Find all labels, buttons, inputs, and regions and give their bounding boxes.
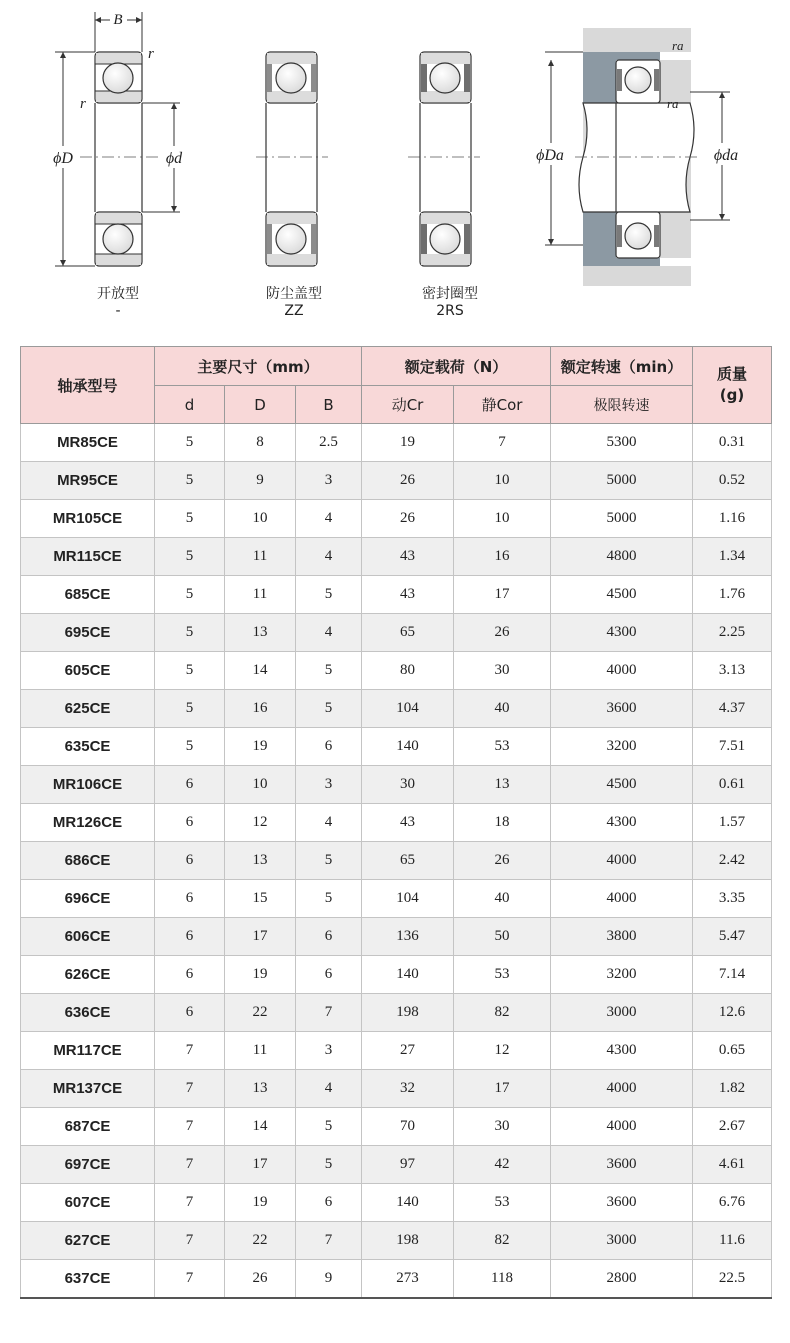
mounting-diagram [530, 28, 748, 286]
cell-mass: 0.65 [693, 1032, 772, 1070]
cell-mass: 3.35 [693, 880, 772, 918]
cell-outer-d: 13 [225, 842, 296, 880]
cell-cor: 18 [454, 804, 551, 842]
cell-cor: 42 [454, 1146, 551, 1184]
cell-cor: 30 [454, 652, 551, 690]
table-row [21, 842, 772, 880]
cell-mass: 12.6 [693, 994, 772, 1032]
cell-d: 5 [155, 576, 225, 614]
cell-model: MR106CE [21, 766, 155, 804]
table-row [21, 1184, 772, 1222]
table-row [21, 1222, 772, 1260]
caption-rs-code: 2RS [436, 303, 464, 319]
cell-outer-d: 12 [225, 804, 296, 842]
cell-limit-speed: 4300 [551, 614, 693, 652]
table-row [21, 994, 772, 1032]
cell-outer-d: 11 [225, 1032, 296, 1070]
cell-cor: 82 [454, 994, 551, 1032]
header-model: 轴承型号 [21, 347, 155, 424]
table-row [21, 1146, 772, 1184]
cell-b: 6 [296, 728, 362, 766]
bearing-spec-table [20, 346, 772, 1299]
cell-b: 4 [296, 500, 362, 538]
cell-cor: 12 [454, 1032, 551, 1070]
cell-mass: 0.31 [693, 424, 772, 462]
cell-mass: 3.13 [693, 652, 772, 690]
header-load: 额定载荷（N） [362, 347, 551, 386]
cell-model: MR95CE [21, 462, 155, 500]
table-body [21, 424, 772, 1299]
caption-zz-code: ZZ [284, 303, 304, 319]
cell-outer-d: 19 [225, 728, 296, 766]
label-outer-d: ϕD [53, 150, 73, 167]
cell-limit-speed: 4800 [551, 538, 693, 576]
table-row [21, 652, 772, 690]
cell-b: 5 [296, 652, 362, 690]
table-row [21, 1108, 772, 1146]
cell-d: 7 [155, 1222, 225, 1260]
table-row [21, 918, 772, 956]
cell-outer-d: 14 [225, 1108, 296, 1146]
table-row [21, 462, 772, 500]
cell-b: 4 [296, 1070, 362, 1108]
cell-cr: 97 [362, 1146, 454, 1184]
header-outer-d: D [225, 386, 296, 424]
cell-outer-d: 9 [225, 462, 296, 500]
cell-d: 6 [155, 842, 225, 880]
cell-limit-speed: 4500 [551, 766, 693, 804]
cell-cor: 10 [454, 462, 551, 500]
cell-d: 5 [155, 614, 225, 652]
label-b: B [113, 12, 123, 28]
caption-zz [244, 286, 344, 320]
cell-b: 2.5 [296, 424, 362, 462]
label-inner-d: ϕd [165, 150, 183, 167]
cell-d: 6 [155, 994, 225, 1032]
cell-b: 6 [296, 1184, 362, 1222]
header-cor: 静Cor [454, 386, 551, 424]
table-row [21, 576, 772, 614]
cell-limit-speed: 4000 [551, 1070, 693, 1108]
cell-mass: 11.6 [693, 1222, 772, 1260]
cell-d: 7 [155, 1070, 225, 1108]
cell-cr: 43 [362, 538, 454, 576]
cell-cr: 80 [362, 652, 454, 690]
cell-outer-d: 17 [225, 1146, 296, 1184]
cell-b: 7 [296, 1222, 362, 1260]
cell-cr: 140 [362, 728, 454, 766]
cell-mass: 2.25 [693, 614, 772, 652]
cell-d: 7 [155, 1184, 225, 1222]
table-row [21, 728, 772, 766]
cell-mass: 1.16 [693, 500, 772, 538]
cell-d: 6 [155, 804, 225, 842]
cell-limit-speed: 5300 [551, 424, 693, 462]
cell-d: 5 [155, 462, 225, 500]
table-row [21, 1070, 772, 1108]
cell-cor: 53 [454, 1184, 551, 1222]
header-d: d [155, 386, 225, 424]
cell-limit-speed: 3200 [551, 728, 693, 766]
cell-outer-d: 13 [225, 614, 296, 652]
table-row [21, 880, 772, 918]
cell-mass: 22.5 [693, 1260, 772, 1299]
cell-cor: 7 [454, 424, 551, 462]
cell-limit-speed: 3200 [551, 956, 693, 994]
cell-mass: 2.67 [693, 1108, 772, 1146]
cell-model: MR117CE [21, 1032, 155, 1070]
cell-model: 687CE [21, 1108, 155, 1146]
cell-model: 627CE [21, 1222, 155, 1260]
cell-model: 636CE [21, 994, 155, 1032]
header-b: B [296, 386, 362, 424]
cell-cr: 27 [362, 1032, 454, 1070]
cell-limit-speed: 3600 [551, 1146, 693, 1184]
cell-outer-d: 15 [225, 880, 296, 918]
cell-cr: 273 [362, 1260, 454, 1299]
cell-outer-d: 8 [225, 424, 296, 462]
cell-cr: 19 [362, 424, 454, 462]
cell-b: 5 [296, 690, 362, 728]
cell-outer-d: 19 [225, 1184, 296, 1222]
cell-model: 625CE [21, 690, 155, 728]
cell-d: 6 [155, 766, 225, 804]
cell-d: 5 [155, 690, 225, 728]
table-row [21, 804, 772, 842]
table-row [21, 614, 772, 652]
cell-mass: 0.61 [693, 766, 772, 804]
cell-d: 7 [155, 1108, 225, 1146]
cell-model: 686CE [21, 842, 155, 880]
cell-b: 5 [296, 880, 362, 918]
table-row [21, 538, 772, 576]
cell-mass: 1.82 [693, 1070, 772, 1108]
cell-outer-d: 11 [225, 538, 296, 576]
cell-limit-speed: 3600 [551, 690, 693, 728]
cell-cor: 118 [454, 1260, 551, 1299]
rs-bearing-diagram [408, 52, 480, 266]
cell-mass: 0.52 [693, 462, 772, 500]
cell-b: 5 [296, 1108, 362, 1146]
cell-limit-speed: 5000 [551, 462, 693, 500]
header-mass: 质量 (g) [693, 347, 772, 424]
cell-model: 637CE [21, 1260, 155, 1299]
cell-cor: 40 [454, 880, 551, 918]
cell-limit-speed: 4000 [551, 1108, 693, 1146]
cell-model: 697CE [21, 1146, 155, 1184]
table-row [21, 690, 772, 728]
cell-outer-d: 10 [225, 766, 296, 804]
cell-cr: 104 [362, 880, 454, 918]
cell-cr: 30 [362, 766, 454, 804]
table-row [21, 1260, 772, 1299]
cell-cor: 50 [454, 918, 551, 956]
label-ra-top: ra [672, 38, 684, 53]
cell-mass: 4.61 [693, 1146, 772, 1184]
caption-rs-name: 密封圈型 [422, 286, 478, 302]
cell-limit-speed: 4500 [551, 576, 693, 614]
cell-cr: 140 [362, 956, 454, 994]
header-dimensions: 主要尺寸（mm） [155, 347, 362, 386]
cell-d: 5 [155, 728, 225, 766]
header-cr: 动Cr [362, 386, 454, 424]
label-da-outer: ϕDa [536, 147, 564, 164]
table-row [21, 1032, 772, 1070]
cell-limit-speed: 3800 [551, 918, 693, 956]
cell-mass: 7.51 [693, 728, 772, 766]
cell-b: 3 [296, 462, 362, 500]
cell-model: 635CE [21, 728, 155, 766]
cell-model: MR105CE [21, 500, 155, 538]
cell-b: 7 [296, 994, 362, 1032]
open-bearing-diagram [47, 10, 189, 266]
table-row [21, 956, 772, 994]
cell-limit-speed: 4000 [551, 652, 693, 690]
cell-b: 5 [296, 1146, 362, 1184]
cell-limit-speed: 3000 [551, 1222, 693, 1260]
cell-b: 4 [296, 614, 362, 652]
cell-limit-speed: 3600 [551, 1184, 693, 1222]
cell-model: 696CE [21, 880, 155, 918]
cell-cr: 26 [362, 500, 454, 538]
cell-d: 5 [155, 500, 225, 538]
cell-outer-d: 22 [225, 1222, 296, 1260]
cell-b: 4 [296, 538, 362, 576]
cell-model: 607CE [21, 1184, 155, 1222]
cell-mass: 1.34 [693, 538, 772, 576]
cell-model: 685CE [21, 576, 155, 614]
cell-mass: 1.57 [693, 804, 772, 842]
cell-b: 9 [296, 1260, 362, 1299]
cell-mass: 1.76 [693, 576, 772, 614]
table-row [21, 766, 772, 804]
cell-mass: 5.47 [693, 918, 772, 956]
header-limit-speed: 极限转速 [551, 386, 693, 424]
cell-cr: 43 [362, 804, 454, 842]
cell-d: 7 [155, 1032, 225, 1070]
cell-cr: 198 [362, 994, 454, 1032]
cell-cor: 10 [454, 500, 551, 538]
cell-mass: 4.37 [693, 690, 772, 728]
cell-limit-speed: 2800 [551, 1260, 693, 1299]
cell-cr: 32 [362, 1070, 454, 1108]
cell-d: 6 [155, 918, 225, 956]
label-ra-side: ra [667, 96, 679, 111]
caption-open-code: - [115, 303, 121, 319]
label-da-inner: ϕda [713, 147, 739, 164]
cell-d: 7 [155, 1260, 225, 1299]
cell-cor: 26 [454, 614, 551, 652]
cell-d: 5 [155, 538, 225, 576]
cell-outer-d: 19 [225, 956, 296, 994]
cell-b: 3 [296, 1032, 362, 1070]
cell-model: MR137CE [21, 1070, 155, 1108]
cell-outer-d: 13 [225, 1070, 296, 1108]
cell-outer-d: 17 [225, 918, 296, 956]
cell-cor: 17 [454, 576, 551, 614]
bearing-diagrams [0, 0, 790, 330]
cell-cor: 82 [454, 1222, 551, 1260]
cell-cor: 53 [454, 956, 551, 994]
cell-cor: 16 [454, 538, 551, 576]
cell-cr: 26 [362, 462, 454, 500]
cell-d: 7 [155, 1146, 225, 1184]
cell-d: 6 [155, 956, 225, 994]
cell-d: 6 [155, 880, 225, 918]
cell-cr: 65 [362, 842, 454, 880]
cell-model: 606CE [21, 918, 155, 956]
cell-cor: 53 [454, 728, 551, 766]
cell-b: 4 [296, 804, 362, 842]
cell-cor: 40 [454, 690, 551, 728]
cell-cr: 43 [362, 576, 454, 614]
cell-limit-speed: 4300 [551, 1032, 693, 1070]
cell-model: 695CE [21, 614, 155, 652]
cell-outer-d: 26 [225, 1260, 296, 1299]
cell-mass: 6.76 [693, 1184, 772, 1222]
cell-limit-speed: 4000 [551, 880, 693, 918]
cell-cor: 26 [454, 842, 551, 880]
cell-cr: 104 [362, 690, 454, 728]
cell-limit-speed: 4000 [551, 842, 693, 880]
cell-model: MR85CE [21, 424, 155, 462]
table-row [21, 424, 772, 462]
cell-d: 5 [155, 424, 225, 462]
caption-open [78, 286, 158, 320]
cell-limit-speed: 3000 [551, 994, 693, 1032]
cell-outer-d: 11 [225, 576, 296, 614]
zz-bearing-diagram [256, 52, 328, 266]
cell-outer-d: 14 [225, 652, 296, 690]
cell-b: 5 [296, 576, 362, 614]
cell-cr: 70 [362, 1108, 454, 1146]
table-row [21, 500, 772, 538]
cell-mass: 2.42 [693, 842, 772, 880]
cell-cor: 17 [454, 1070, 551, 1108]
cell-model: MR126CE [21, 804, 155, 842]
caption-rs [400, 286, 500, 320]
cell-outer-d: 10 [225, 500, 296, 538]
caption-open-name: 开放型 [97, 286, 139, 302]
cell-limit-speed: 5000 [551, 500, 693, 538]
cell-b: 6 [296, 918, 362, 956]
cell-model: 626CE [21, 956, 155, 994]
cell-cor: 30 [454, 1108, 551, 1146]
label-r-side: r [80, 96, 86, 112]
cell-b: 3 [296, 766, 362, 804]
cell-d: 5 [155, 652, 225, 690]
cell-limit-speed: 4300 [551, 804, 693, 842]
header-speed: 额定转速（min） [551, 347, 693, 386]
cell-cr: 65 [362, 614, 454, 652]
label-r-top: r [148, 46, 154, 62]
cell-b: 6 [296, 956, 362, 994]
cell-outer-d: 16 [225, 690, 296, 728]
cell-model: MR115CE [21, 538, 155, 576]
cell-cr: 140 [362, 1184, 454, 1222]
cell-cr: 136 [362, 918, 454, 956]
cell-model: 605CE [21, 652, 155, 690]
cell-cr: 198 [362, 1222, 454, 1260]
cell-cor: 13 [454, 766, 551, 804]
caption-zz-name: 防尘盖型 [266, 286, 322, 302]
cell-b: 5 [296, 842, 362, 880]
cell-outer-d: 22 [225, 994, 296, 1032]
cell-mass: 7.14 [693, 956, 772, 994]
